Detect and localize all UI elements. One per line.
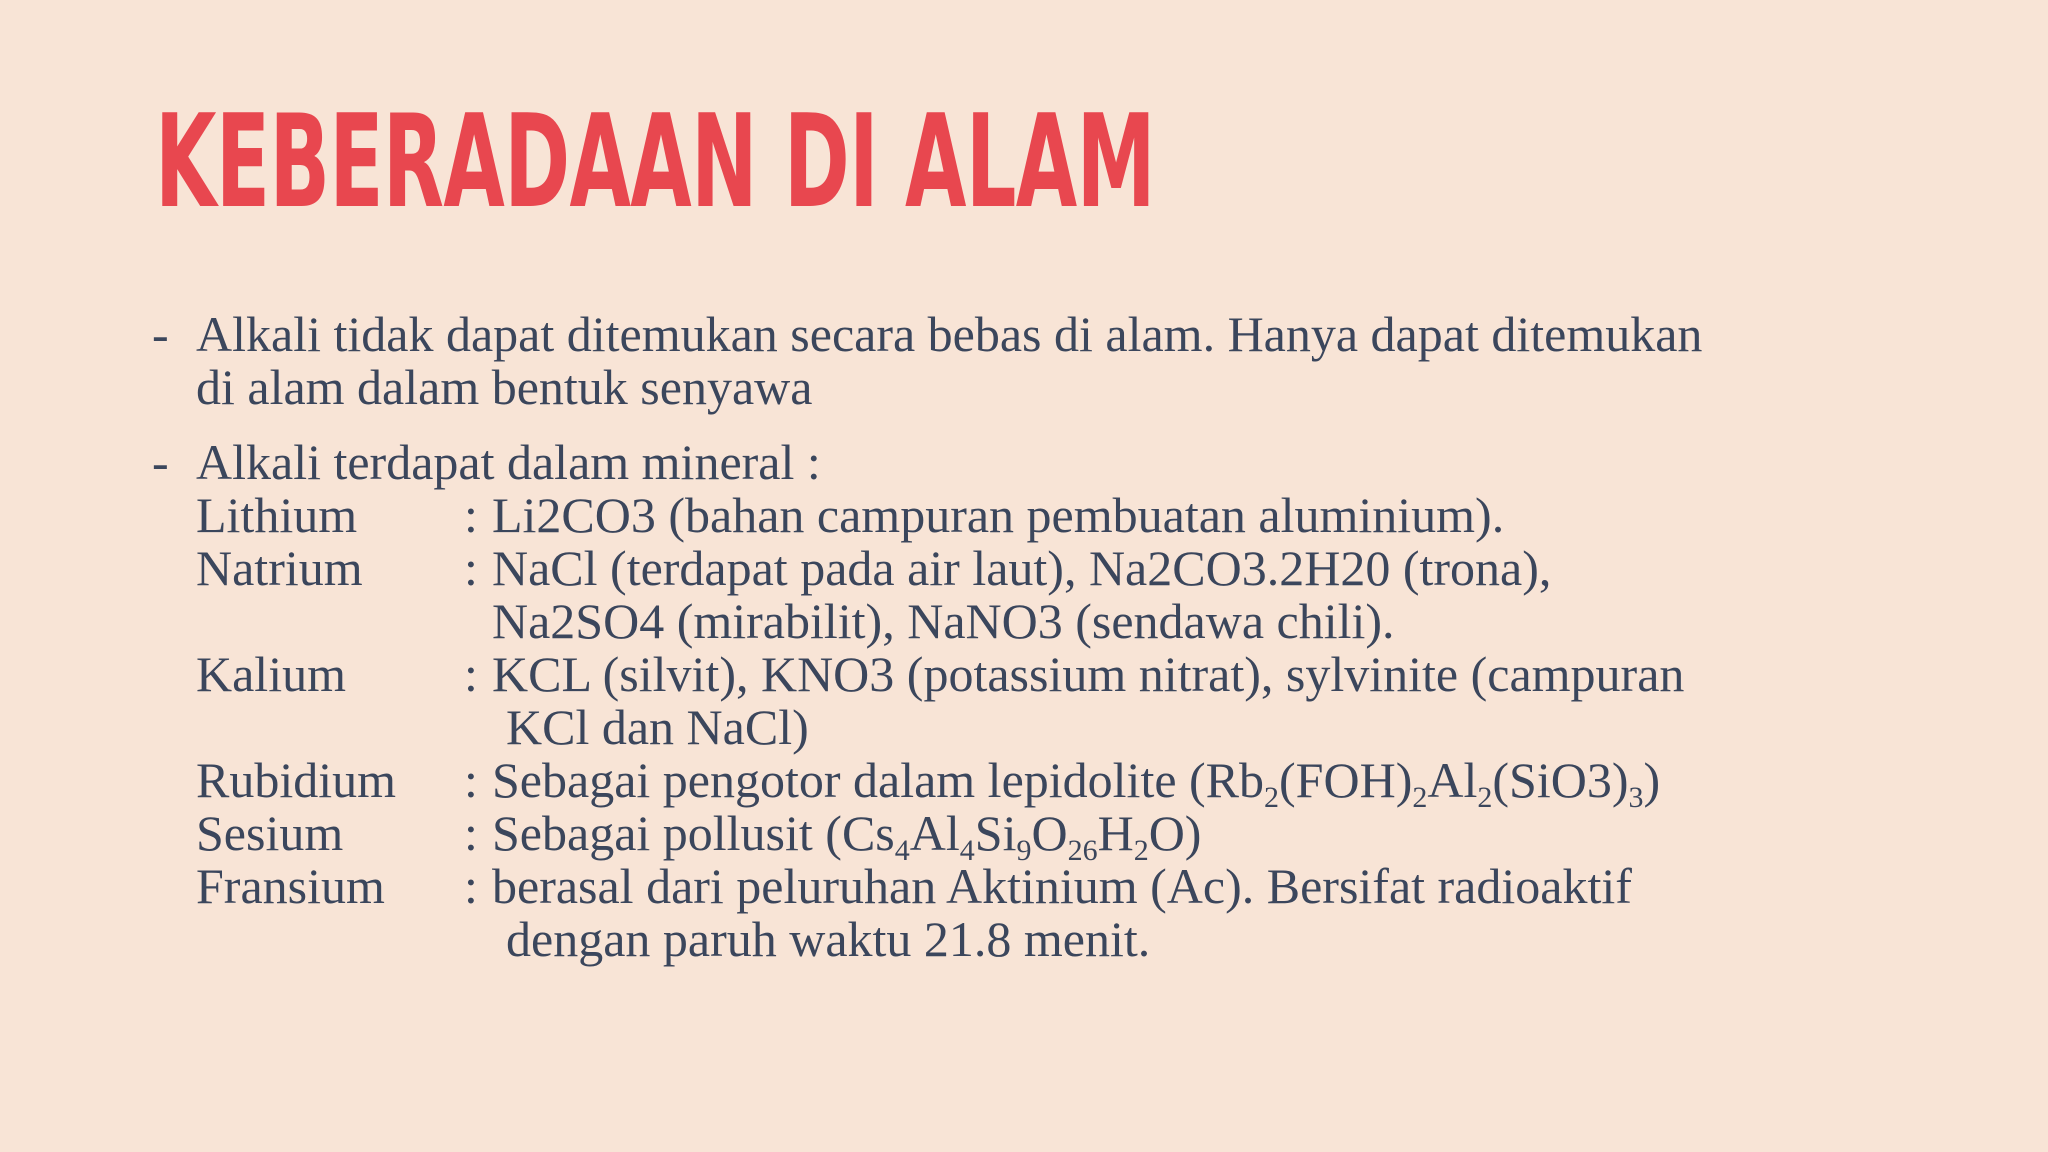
separator-colon: : [464,752,478,808]
formula-part: Al [909,805,960,861]
kalium-desc-line-1: KCL (silvit), KNO3 (potassium nitrat), sylvinite (campuran [492,646,1685,702]
element-name-sesium: Sesium [196,805,344,861]
mineral-row-kalium [196,648,2012,754]
formula-part: (SiO3) [1492,752,1629,808]
subscript: 4 [959,834,975,867]
sesium-desc-line-1 [492,805,1202,867]
mineral-row-sesium [196,805,2012,867]
formula-part: H [1097,805,1134,861]
fransium-desc-line-2: dengan paruh waktu 21.8 menit. [506,911,1151,967]
subscript: 2 [1412,781,1428,814]
subscript: 4 [894,834,910,867]
mineral-row-lithium [196,489,2012,542]
subscript: 9 [1016,834,1032,867]
natrium-desc-line-1: NaCl (terdapat pada air laut), Na2CO3.2H20 (trona), [492,540,1552,596]
formula-part: O [1031,805,1068,861]
subscript: 2 [1264,781,1280,814]
mineral-row-fransium [196,860,2012,966]
separator-colon: : [464,646,478,702]
sesium-text: Sebagai pollusit (Cs [492,805,895,861]
bullet-dash: - [152,434,169,490]
kalium-desc-line-2: KCl dan NaCl) [506,699,809,755]
formula-part: Si [974,805,1017,861]
natrium-desc-line-2: Na2SO4 (mirabilit), NaNO3 (sendawa chili). [492,593,1395,649]
element-name-fransium: Fransium [196,858,385,914]
fransium-desc-line-1: berasal dari peluruhan Aktinium (Ac). Bersifat radioaktif [492,858,1632,914]
bullet-item-2 [152,436,2012,966]
rubidium-text: Sebagai pengotor dalam lepidolite (Rb [492,752,1265,808]
subscript: 26 [1067,834,1098,867]
formula-part: Al [1427,752,1478,808]
element-name-rubidium: Rubidium [196,752,397,808]
bullet-item-1 [152,308,2012,414]
formula-part: O) [1148,805,1202,861]
separator-colon: : [464,858,478,914]
formula-part: (FOH) [1279,752,1413,808]
bullet-1-line-1: Alkali tidak dapat ditemukan secara bebas di alam. Hanya dapat ditemukan [196,306,1703,362]
element-name-lithium: Lithium [196,487,358,543]
mineral-row-rubidium [196,752,2012,814]
bullet-dash: - [152,306,169,362]
separator-colon: : [464,487,478,543]
subscript: 2 [1477,781,1493,814]
element-name-kalium: Kalium [196,646,346,702]
bullet-1-line-2: di alam dalam bentuk senyawa [196,359,813,415]
mineral-row-natrium [196,542,2012,648]
subscript: 2 [1133,834,1149,867]
slide-body [152,308,2012,966]
separator-colon: : [464,540,478,596]
rubidium-desc-line-1 [492,752,1661,814]
bullet-2-intro: Alkali terdapat dalam mineral : [196,434,821,490]
separator-colon: : [464,805,478,861]
lithium-desc-line-1: Li2CO3 (bahan campuran pembuatan aluminium). [492,487,1505,543]
slide-title: KEBERADAAN DI ALAM [155,88,1155,237]
subscript: 3 [1628,781,1644,814]
element-name-natrium: Natrium [196,540,363,596]
formula-part: ) [1643,752,1661,808]
